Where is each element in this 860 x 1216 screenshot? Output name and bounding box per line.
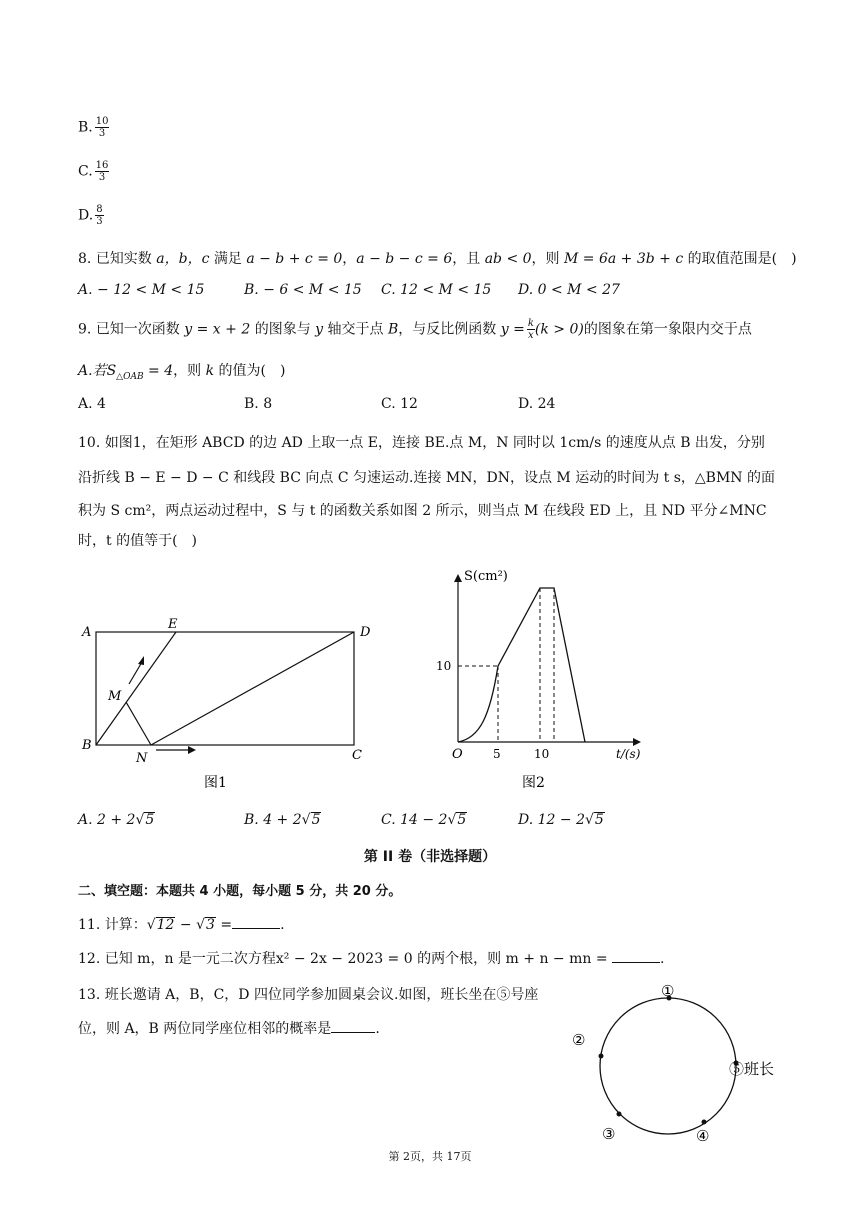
segment-mn xyxy=(126,702,151,745)
round-table-figure xyxy=(566,980,796,1146)
q10-option-d: D. 12 − 2√5 xyxy=(518,812,604,828)
fig2-xtick-10: 10 xyxy=(534,747,550,761)
fig2-xlabel: t/(s) xyxy=(616,747,641,761)
seat-5-monitor: ⑤班长 xyxy=(729,1060,775,1078)
q9-options xyxy=(78,396,778,416)
seat-1: ① xyxy=(661,982,675,1000)
label-b: B xyxy=(82,738,92,753)
q11-answer-blank[interactable] xyxy=(232,916,280,929)
rect-abcd xyxy=(96,632,354,745)
q12-answer-blank[interactable] xyxy=(612,950,660,963)
s-t-curve xyxy=(458,588,585,742)
q9-option-a: A. 4 xyxy=(78,396,106,412)
q8-option-a: A. − 12 < M < 15 xyxy=(78,282,205,298)
fig2-ytick-10: 10 xyxy=(436,659,452,673)
fig1-caption: 图1 xyxy=(204,775,227,791)
label-d: D xyxy=(360,625,371,640)
q8-options xyxy=(78,282,778,302)
q9-stem-line1: 9. 已知一次函数 y = x + 2 的图象与 y 轴交于点 B，与反比例函数 y = $\frac{k}{x}$ (k > 0)的图象在第一象限内交于点 xyxy=(78,318,752,341)
q10-options xyxy=(78,812,778,832)
q7-option-c: C. $\frac{16}{3}$ xyxy=(78,160,109,183)
q10-stem-line1: 10. 如图1，在矩形 ABCD 的边 AD 上取一点 E，连接 BE.点 M，N 同时以 1cm/s 的速度从点 B 出发，分别 xyxy=(78,435,765,451)
q8-option-c: C. 12 < M < 15 xyxy=(381,282,492,298)
q10-option-c: C. 14 − 2√5 xyxy=(381,812,467,828)
seat-2: ② xyxy=(572,1031,586,1049)
fig2-ylabel: S(cm²) xyxy=(464,569,508,584)
figure-1 xyxy=(76,612,386,792)
seat-4: ④ xyxy=(696,1127,710,1145)
label-e: E xyxy=(168,617,178,632)
label-c: C xyxy=(352,748,362,763)
q10-stem-line4: 时，t 的值等于( ) xyxy=(78,533,197,549)
q8-option-b: B. − 6 < M < 15 xyxy=(244,282,362,298)
fig2-caption: 图2 xyxy=(522,775,545,791)
q12: 12. 已知 m，n 是一元二次方程x² − 2x − 2023 = 0 的两个根，则 m + n − mn = . xyxy=(78,951,665,967)
page-footer: 第 2页，共 17页 xyxy=(388,1150,472,1163)
q11: 11. 计算：√12 − √3 = . xyxy=(78,917,285,933)
q8-option-d: D. 0 < M < 27 xyxy=(518,282,620,298)
arrow-m xyxy=(129,662,142,684)
q13-line1: 13. 班长邀请 A，B，C，D 四位同学参加圆桌会议.如图，班长坐在⑤号座 xyxy=(78,987,539,1003)
q9-option-d: D. 24 xyxy=(518,396,556,412)
q13-line2: 位，则 A，B 两位同学座位相邻的概率是 . xyxy=(78,1021,380,1037)
q9-stem-line2: A.若$S_{\triangle OAB} = 4$，则 k 的值为( ) xyxy=(78,363,286,382)
seat-3: ③ xyxy=(602,1125,616,1143)
q13-answer-blank[interactable] xyxy=(331,1020,375,1033)
q8-stem: 8. 已知实数 a，b，c 满足 a − b + c = 0，a − b − c = 6，且 ab < 0，则 M = 6a + 3b + c 的取值范围是( ) xyxy=(78,251,797,267)
label-a: A xyxy=(82,625,92,640)
section-2-header: 二、填空题：本题共 4 小题，每小题 5 分，共 20 分。 xyxy=(78,884,402,899)
arrow-n-head xyxy=(188,746,196,754)
label-m: M xyxy=(108,689,122,704)
fig2-origin: O xyxy=(452,747,463,762)
q10-option-b: B. 4 + 2√5 xyxy=(244,812,321,828)
q10-stem-line2: 沿折线 B − E − D − C 和线段 BC 向点 C 匀速运动.连接 MN，DN，设点 M 运动的时间为 t s，△BMN 的面 xyxy=(78,470,776,486)
fig2-xtick-5: 5 xyxy=(493,747,501,761)
section-2-title: 第 II 卷（非选择题） xyxy=(363,849,497,865)
figure-2 xyxy=(430,566,660,792)
q7-option-b: B. $\frac{10}{3}$ xyxy=(78,116,109,139)
segment-nd xyxy=(151,632,354,745)
q7-option-d: D. $\frac{8}{3}$ xyxy=(78,204,103,227)
label-n: N xyxy=(136,751,148,766)
q10-option-a: A. 2 + 2√5 xyxy=(78,812,155,828)
q10-stem-line3: 积为 S cm²，两点运动过程中，S 与 t 的函数关系如图 2 所示，则当点 M 在线段 ED 上，且 ND 平分∠MNC xyxy=(78,503,767,519)
arrow-m-head xyxy=(138,656,144,665)
q9-option-c: C. 12 xyxy=(381,396,418,412)
q9-option-b: B. 8 xyxy=(244,396,273,412)
